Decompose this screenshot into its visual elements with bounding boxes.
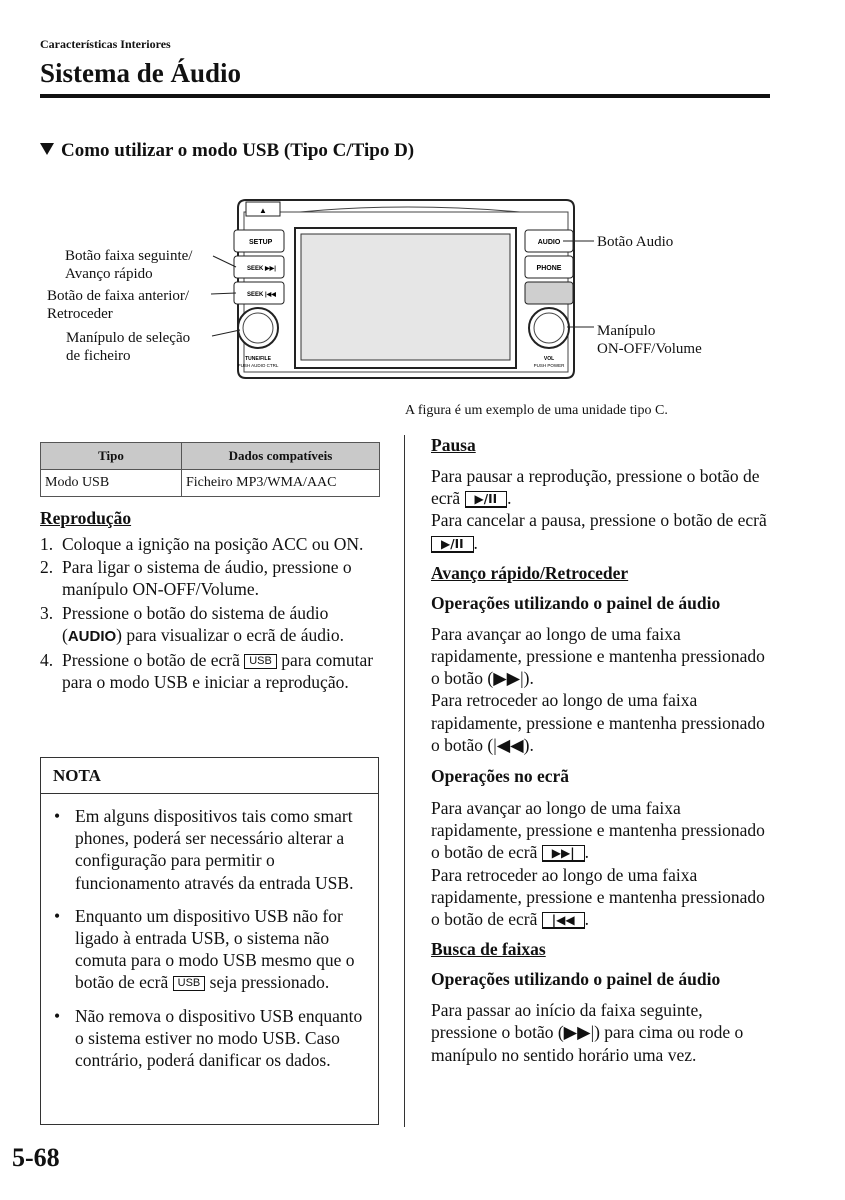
tune-sub-label: PUSH AUDIO CTRL — [237, 363, 279, 368]
bullet-icon: • — [54, 806, 61, 826]
avanco-panel-text-2: Para retroceder ao longo de uma faixa rapidamente, pressione e mantenha pressionado o botão (|◀◀). — [431, 690, 765, 755]
vol-sub-label: PUSH POWER — [533, 363, 565, 368]
busca-text: Para passar ao início da faixa seguinte, pressione o botão (▶▶|) para cima ou rode o manípulo no sentido horário uma vez. — [431, 1000, 744, 1065]
steps-list — [40, 533, 385, 693]
vol-label: VOL — [543, 356, 555, 362]
note-heading: NOTA — [41, 758, 378, 794]
page-number: 5-68 — [12, 1143, 60, 1172]
section-title — [40, 140, 414, 162]
reproducao-heading: Reprodução — [40, 508, 132, 528]
label-prev-track: Botão de faixa anterior/ Retroceder — [47, 288, 190, 322]
op-ecra-heading: Operações no ecrã — [431, 766, 570, 787]
leader-next — [213, 256, 236, 267]
label-next-track: Botão faixa seguinte/ Avanço rápido — [65, 248, 193, 282]
avanco-screen-text-1: Para avançar ao longo de uma faixa rapidamente, pressione e mantenha pressionado o botão de ecrã ▶▶| . — [431, 798, 765, 863]
usb-key: USB — [244, 654, 277, 669]
blank-button — [525, 282, 573, 304]
table-header-row — [41, 443, 380, 470]
setup-button-label: SETUP — [249, 239, 273, 246]
table-cell: Ficheiro MP3/WMA/AAC — [182, 470, 380, 497]
fast-forward-key: ▶▶| — [542, 845, 585, 862]
display-screen — [301, 234, 510, 360]
leader-file — [212, 330, 240, 336]
pausa-text-2: Para cancelar a pausa, pressione o botão de ecrã ▶/II . — [431, 510, 767, 553]
pausa-text-1: Para pausar a reprodução, pressione o botão de ecrã ▶/II . — [431, 466, 760, 509]
column-divider — [404, 435, 405, 1127]
pausa-heading: Pausa — [431, 435, 476, 455]
phone-button-label: PHONE — [536, 265, 562, 272]
list-item: • Não remova o dispositivo USB enquanto o sistema estiver no modo USB. Caso contrário, poderá danificar os dados. — [54, 1005, 363, 1071]
op-painel-heading-2: Operações utilizando o painel de áudio — [431, 969, 721, 990]
tune-label: TUNE/FILE — [245, 356, 271, 362]
table-row — [41, 470, 380, 497]
chapter-label: Características Interiores — [40, 37, 171, 51]
avanco-heading: Avanço rápido/Retroceder — [431, 562, 629, 583]
list-item: 3. Pressione o botão do sistema de áudio (AUDIO) para visualizar o ecrã de áudio. — [40, 602, 345, 645]
table-cell: Modo USB — [41, 470, 182, 497]
triangle-down-icon — [40, 143, 54, 155]
page-title: Sistema de Áudio — [40, 58, 242, 88]
avanco-panel-text-1: Para avançar ao longo de uma faixa rapidamente, pressione e mantenha pressionado o botão (▶▶|). — [431, 623, 765, 689]
list-item: • Enquanto um dispositivo USB não for ligado à entrada USB, o sistema não comuta para o modo USB mesmo que o botão de ecrã USB seja pressionado. — [54, 905, 355, 993]
label-audio-button: Botão Audio — [597, 234, 674, 250]
avanco-screen-text-2: Para retroceder ao longo de uma faixa rapidamente, pressione e mantenha pressionado o botão de ecrã |◀◀ . — [431, 864, 765, 930]
usb-key: USB — [173, 976, 206, 991]
note-box — [40, 757, 379, 1125]
bullet-icon: • — [54, 905, 61, 926]
op-painel-heading: Operações utilizando o painel de áudio — [431, 592, 721, 613]
pause-key: ▶/II — [431, 536, 474, 553]
busca-heading: Busca de faixas — [431, 939, 546, 960]
leader-prev — [211, 293, 236, 294]
compat-table — [40, 442, 380, 497]
audio-key-label: AUDIO — [67, 627, 117, 645]
seek-prev-label: SEEK |◀◀ — [247, 292, 276, 298]
rewind-key: |◀◀ — [542, 912, 585, 929]
list-item: 4. Pressione o botão de ecrã USB para comutar para o modo USB e iniciar a reprodução. — [40, 650, 374, 693]
audio-button-label: AUDIO — [537, 239, 561, 246]
list-item: 1. Coloque a ignição na posição ACC ou ON. — [40, 534, 364, 554]
label-file-selector: Manípulo de seleção de ficheiro — [66, 330, 191, 364]
bullet-icon: • — [54, 1005, 61, 1026]
table-header: Dados compatíveis — [182, 443, 380, 470]
list-item: • Em alguns dispositivos tais como smart phones, poderá ser necessário alterar a configuração para permitir o funcionamento através da entrada USB. — [54, 806, 354, 893]
seek-next-label: SEEK ▶▶| — [247, 266, 276, 272]
list-item: 2. Para ligar o sistema de áudio, pressione o manípulo ON-OFF/Volume. — [40, 557, 352, 600]
reproducao-section — [40, 508, 385, 694]
figure-caption: A figura é um exemplo de uma unidade tipo C. — [405, 403, 668, 418]
section-title-text: Como utilizar o modo USB (Tipo C/Tipo D) — [61, 140, 415, 161]
header-rule — [40, 94, 770, 98]
file-knob — [243, 313, 273, 343]
right-column — [431, 435, 771, 1066]
pause-key: ▶/II — [465, 491, 508, 508]
eject-icon: ▲ — [259, 206, 267, 215]
table-header: Tipo — [41, 443, 182, 470]
note-list — [41, 805, 378, 1071]
volume-knob — [534, 313, 564, 343]
label-power-volume: Manípulo ON-OFF/Volume — [597, 323, 702, 357]
